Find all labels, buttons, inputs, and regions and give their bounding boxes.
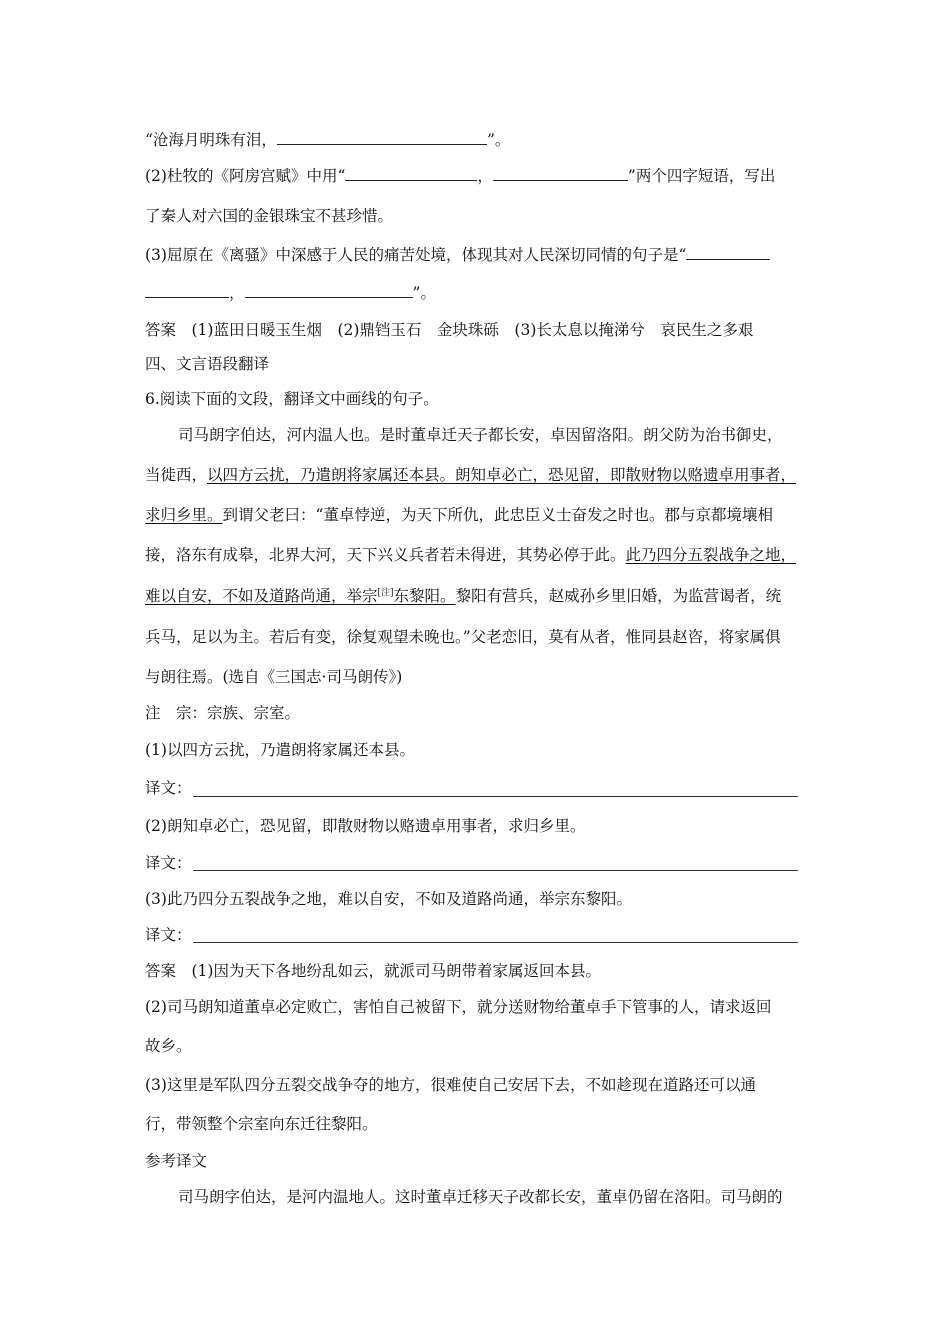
translation-1-line[interactable]	[193, 796, 798, 797]
q5-item3-cont: ， ”。	[145, 282, 810, 303]
q6-prompt: 6.阅读下面的文段，翻译文中画线的句子。	[145, 390, 439, 408]
section-heading: 四、文言语段翻译	[145, 355, 270, 373]
passage-line-3: 求归乡里。到谓父老曰：“董卓悖逆，为天下所仇，此忠臣义士奋发之时也。郡与京都境壤相	[145, 506, 773, 524]
blank-3c[interactable]	[245, 282, 413, 298]
passage-line-5: 难以自安，不如及道路尚通，举宗[注]东黎阳。黎阳有营兵，赵威孙乡里旧婚，为监营谒者，统	[145, 587, 782, 605]
footnote: 注 宗：宗族、宗室。	[145, 704, 301, 722]
translation-3-line[interactable]	[193, 942, 798, 943]
sentence-1: (1)以四方云扰，乃遣朗将家属还本县。	[145, 741, 415, 759]
translation-2-line[interactable]	[193, 870, 798, 871]
q5-answer: 答案 (1)蓝田日暖玉生烟 (2)鼎铛玉石 金块珠砾 (3)长太息以掩涕兮 哀民生之多艰	[145, 321, 754, 339]
passage-line-1: 司马朗字伯达，河内温人也。是时董卓迁天子都长安，卓因留洛阳。朗父防为治书御史，	[178, 426, 783, 444]
sentence-3: (3)此乃四分五裂战争之地，难以自安，不如及道路尚通，举宗东黎阳。	[145, 890, 632, 908]
underlined-sentence-3: 此乃四分五裂战争之地，	[625, 546, 797, 564]
underlined-sentence-1: 以四方云扰，乃遣朗将家属还本县。朗知卓必亡，恐见留，即散财物以赂遗卓用事者，	[207, 466, 797, 484]
answer-2-cont: 故乡。	[145, 1037, 192, 1055]
blank-2b[interactable]	[493, 165, 628, 181]
underlined-sentence-3-cont: 难以自安，不如及道路尚通，举宗[注]东黎阳。	[145, 587, 456, 605]
q5-line1: “沧海月明珠有泪， ”。	[145, 131, 511, 149]
answer-3-cont: 行，带领整个宗室向东迁往黎阳。	[145, 1115, 378, 1133]
blank-3b[interactable]	[145, 282, 229, 298]
blank-1[interactable]	[277, 129, 487, 145]
reference-heading: 参考译文	[145, 1152, 208, 1170]
translation-2-label: 译文：	[145, 854, 192, 872]
underlined-sentence-2-end: 求归乡里。	[145, 506, 223, 524]
passage-line-6: 兵马，足以为主。若后有变，徐复观望未晚也。”父老恋旧，莫有从者，惟同县赵咨，将家属俱	[145, 628, 781, 646]
q5-item2: (2)杜牧的《阿房宫赋》中用“ ， ”两个四字短语，写出	[145, 167, 776, 185]
blank-2a[interactable]	[345, 165, 477, 181]
blank-3a[interactable]	[686, 244, 770, 260]
passage-line-4: 接，洛东有成皋，北界大河，天下兴义兵者若未得进，其势必停于此。此乃四分五裂战争之地，	[145, 546, 797, 564]
q5-item3: (3)屈原在《离骚》中深感于人民的痛苦处境，体现其对人民深切同情的句子是“	[145, 244, 810, 265]
reference-line-1: 司马朗字伯达，是河内温地人。这时董卓迁移天子改都长安，董卓仍留在洛阳。司马朗的	[178, 1188, 783, 1206]
translation-1-label: 译文：	[145, 779, 192, 797]
answer-1: 答案 (1)因为天下各地纷乱如云，就派司马朗带着家属返回本县。	[145, 962, 601, 980]
translation-3-label: 译文：	[145, 926, 192, 944]
q5-item2-cont: 了秦人对六国的金银珠宝不甚珍惜。	[145, 207, 394, 225]
sentence-2: (2)朗知卓必亡，恐见留，即散财物以赂遗卓用事者，求归乡里。	[145, 817, 586, 835]
passage-line-7: 与朗往焉。(选自《三国志·司马朗传》)	[145, 668, 403, 686]
answer-2: (2)司马朗知道董卓必定败亡，害怕自己被留下，就分送财物给董卓手下管事的人，请求返回	[145, 998, 772, 1016]
answer-3: (3)这里是军队四分五裂交战争夺的地方，很难使自己安居下去，不如趁现在道路还可以通	[145, 1076, 756, 1094]
passage-line-2: 当徙西，以四方云扰，乃遣朗将家属还本县。朗知卓必亡，恐见留，即散财物以赂遗卓用事者，	[145, 466, 797, 484]
footnote-marker[interactable]: [注]	[377, 587, 394, 598]
